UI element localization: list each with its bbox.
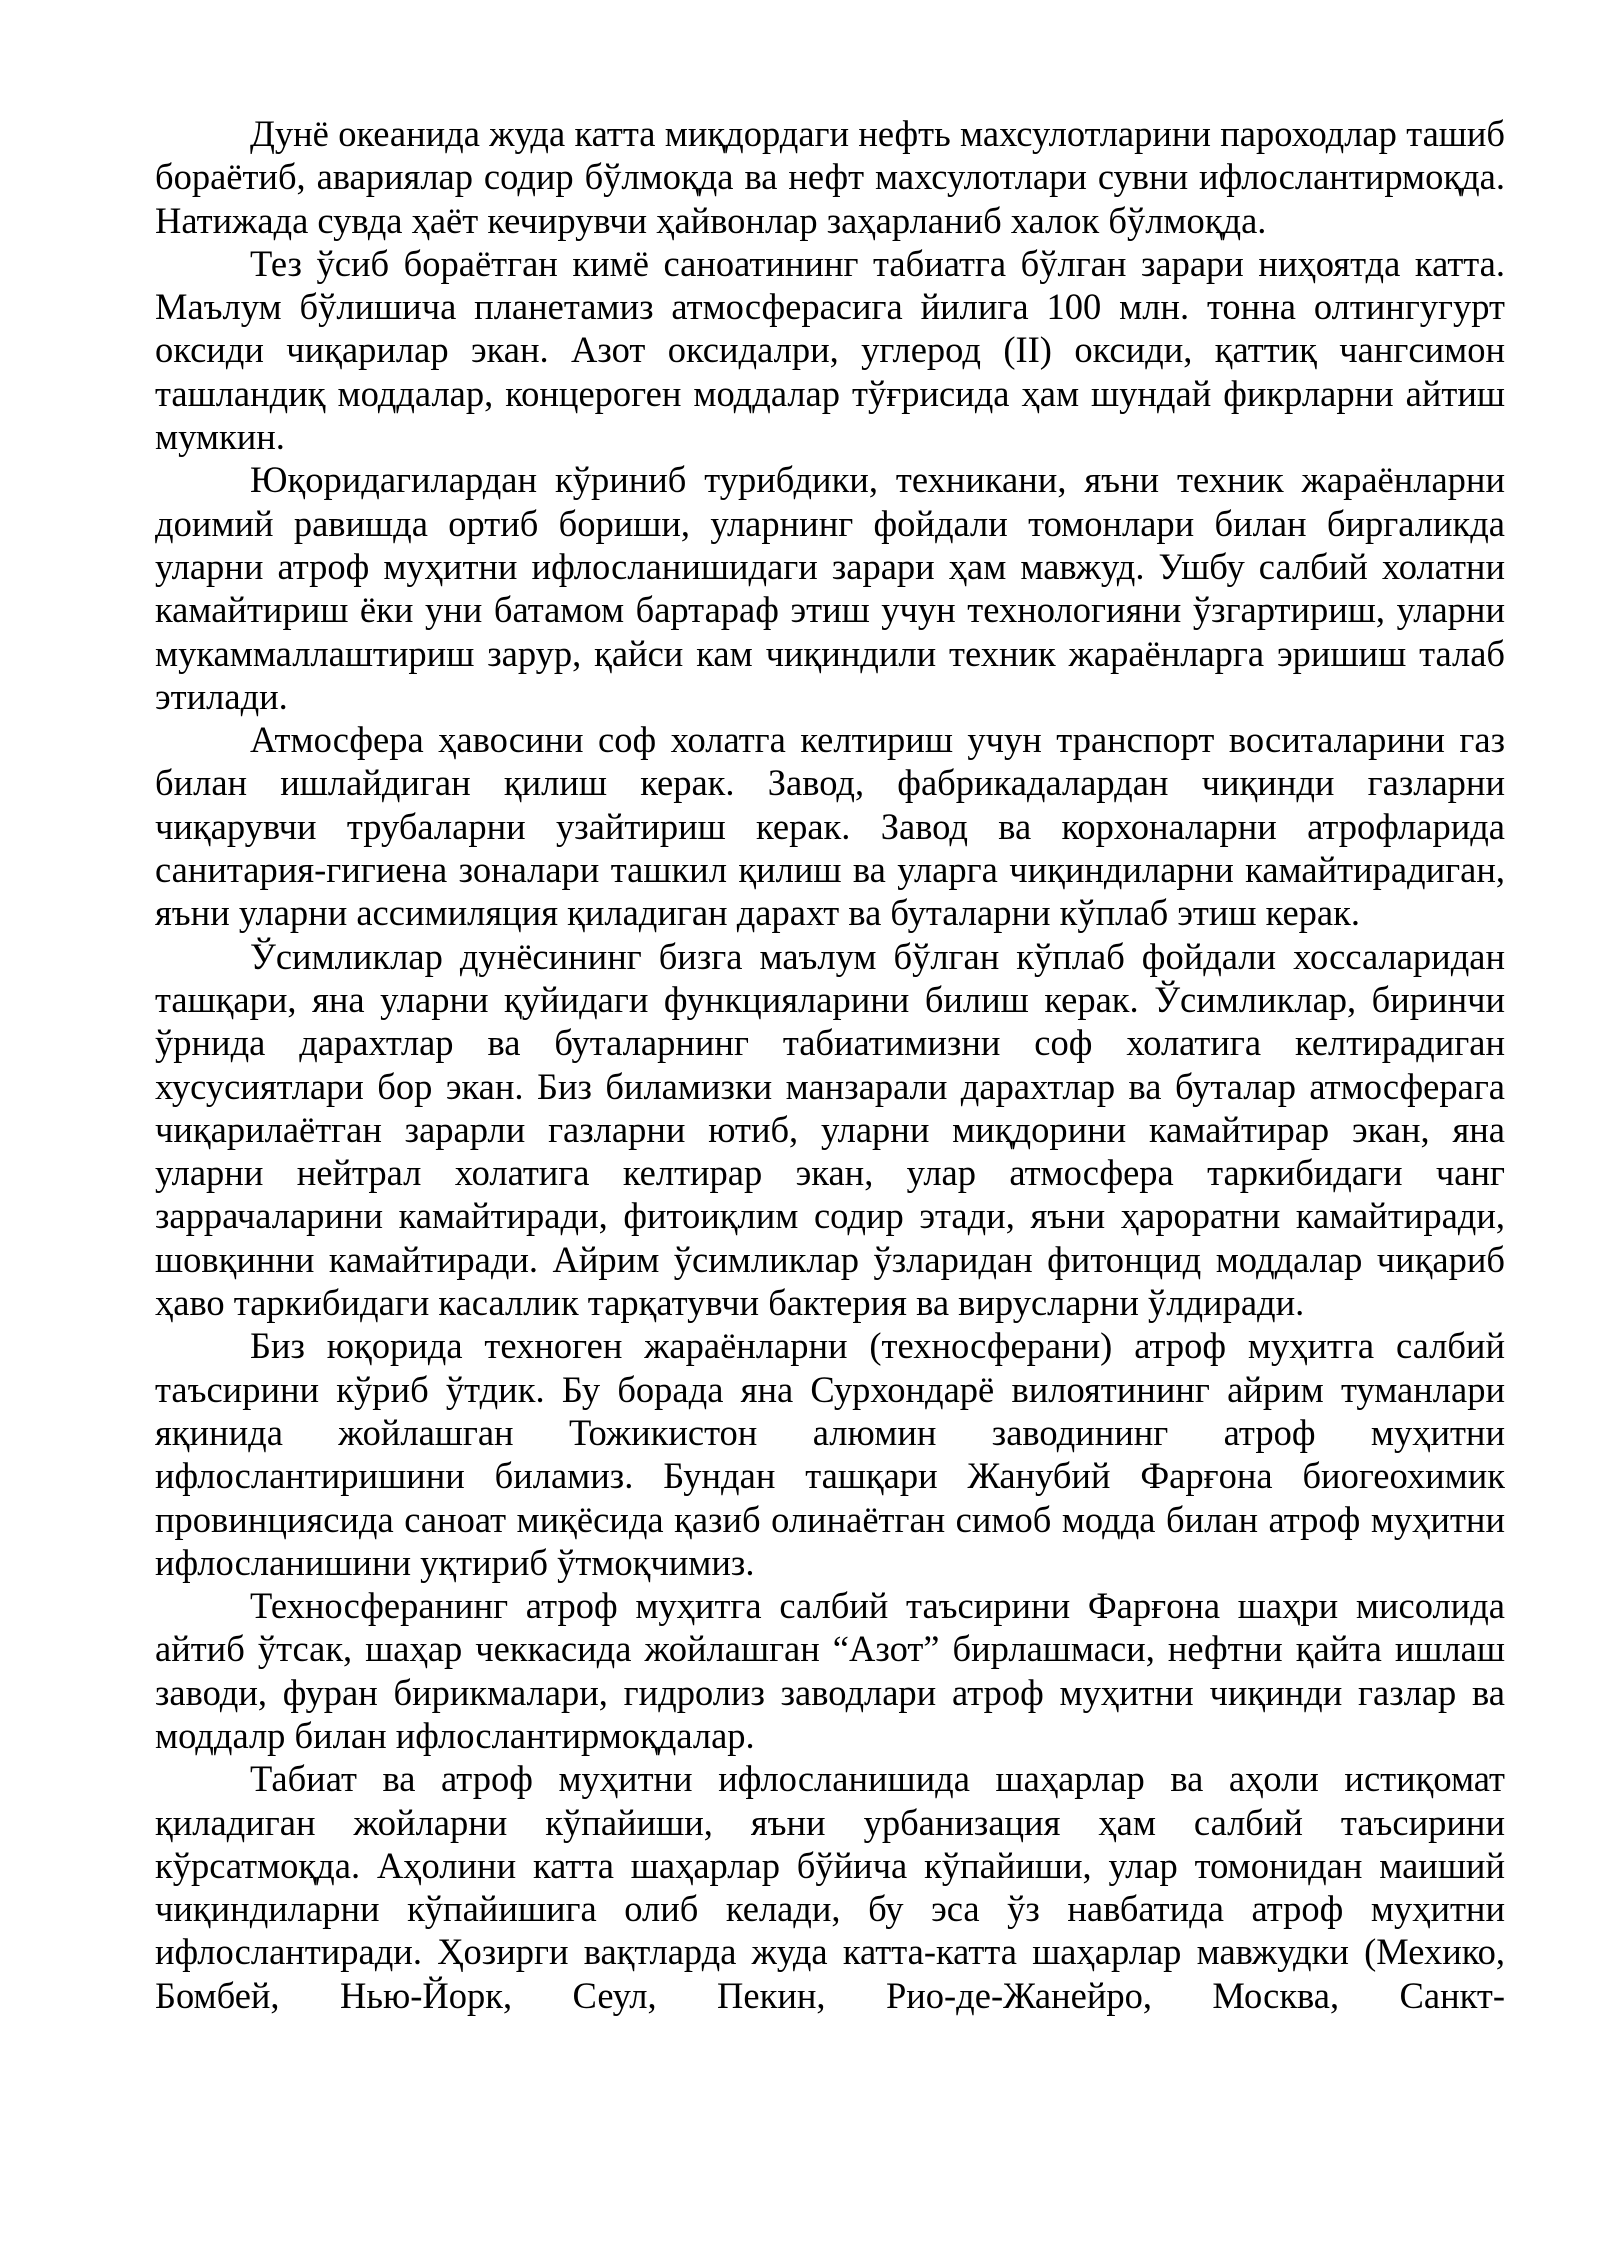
paragraph-2: Тез ўсиб бораётган кимё саноатининг табиатга бўлган зарари ниҳоятда катта. Маълум бўлишича планетамиз атмосферасига йилига 100 млн. тонна олтингугурт оксиди чиқарилар экан. Азот оксидалри, углерод (II) оксиди, қаттиқ чангсимон ташландиқ моддалар, концероген моддалар тўғрисида ҳам шундай фикрларни айтиш мумкин. [155,242,1505,458]
paragraph-6: Биз юқорида техноген жараёнларни (техносферани) атроф муҳитга салбий таъсирини кўриб ўтдик. Бу борада яна Сурхондарё вилоятининг айрим туманлари яқинида жойлашган Тожикистон алюмин заводининг атроф муҳитни ифлослантиришини биламиз. Бундан ташқари Жанубий Фарғона биогеохимик провинциясида саноат миқёсида қазиб олинаётган симоб модда билан атроф муҳитни ифлосланишини уқтириб ўтмоқчимиз. [155,1325,1505,1583]
paragraph-3: Юқоридагилардан кўриниб турибдики, техникани, яъни техник жараёнларни доимий равишда ортиб бориши, уларнинг фойдали томонлари билан биргаликда уларни атроф муҳитни ифлосланишидаги зарари ҳам мавжуд. Ушбу салбий холатни камайтириш ёки уни батамом бартараф этиш учун технологияни ўзгартириш, уларни мукаммаллаштириш зарур, қайси кам чиқиндили техник жараёнларга эришиш талаб этилади. [155,459,1505,717]
paragraph-7: Техносферанинг атроф муҳитга салбий таъсирини Фарғона шаҳри мисолида айтиб ўтсак, шаҳар чеккасида жойлашган “Азот” бирлашмаси, нефтни қайта ишлаш заводи, фуран бирикмалари, гидролиз заводлари атроф муҳитни чиқинди газлар ва моддалр билан ифлослантирмоқдалар. [155,1585,1505,1756]
paragraph-5: Ўсимликлар дунёсининг бизга маълум бўлган кўплаб фойдали хоссаларидан ташқари, яна уларни қуйидаги функцияларини билиш керак. Ўсимликлар, биринчи ўрнида дарахтлар ва буталарнинг табиатимизни соф холатига келтирадиган хусусиятлари бор экан. Биз биламизки манзарали дарахтлар ва буталар атмосферага чиқарилаётган зарарли газларни ютиб, уларни миқдорини камайтирар экан, яна уларни нейтрал холатига келтирар экан, улар атмосфера таркибидаги чанг заррачаларини камайтиради, фитоиқлим содир этади, яъни ҳароратни камайтиради, шовқинни камайтиради. Айрим ўсимликлар ўзларидан фитонцид моддалар чиқариб ҳаво таркибидаги касаллик тарқатувчи бактерия ва вирусларни ўлдиради. [155,935,1505,1324]
paragraph-1: Дунё океанида жуда катта миқдордаги нефть махсулотларини пароходлар ташиб бораётиб, авариялар содир бўлмоқда ва нефт махсулотлари сувни ифлослантирмоқда. Натижада сувда ҳаёт кечирувчи ҳайвонлар заҳарланиб халок бўлмоқда. [155,113,1505,241]
document-page [155,112,1505,2017]
paragraph-8: Табиат ва атроф муҳитни ифлосланишида шаҳарлар ва аҳоли истиқомат қиладиган жойларни кўпайиши, яъни урбанизация ҳам салбий таъсирини кўрсатмоқда. Аҳолини катта шаҳарлар бўйича кўпайиши, улар томонидан маиший чиқиндиларни кўпайишига олиб келади, бу эса ўз навбатида атроф муҳитни ифлослантиради. Ҳозирги вақтларда жуда катта-катта шаҳарлар мавжудки (Мехико, Бомбей, Нью-Йорк, Сеул, Пекин, Рио-де-Жанейро, Москва, Санкт- [155,1758,1505,2016]
paragraph-4: Атмосфера ҳавосини соф холатга келтириш учун транспорт воситаларини газ билан ишлайдиган қилиш керак. Завод, фабрикадалардан чиқинди газларни чиқарувчи трубаларни узайтириш керак. Завод ва корхоналарни атрофларида санитария-гигиена зоналари ташкил қилиш ва уларга чиқиндиларни камайтирадиган, яъни уларни ассимиляция қиладиган дарахт ва буталарни кўплаб этиш керак. [155,719,1505,934]
